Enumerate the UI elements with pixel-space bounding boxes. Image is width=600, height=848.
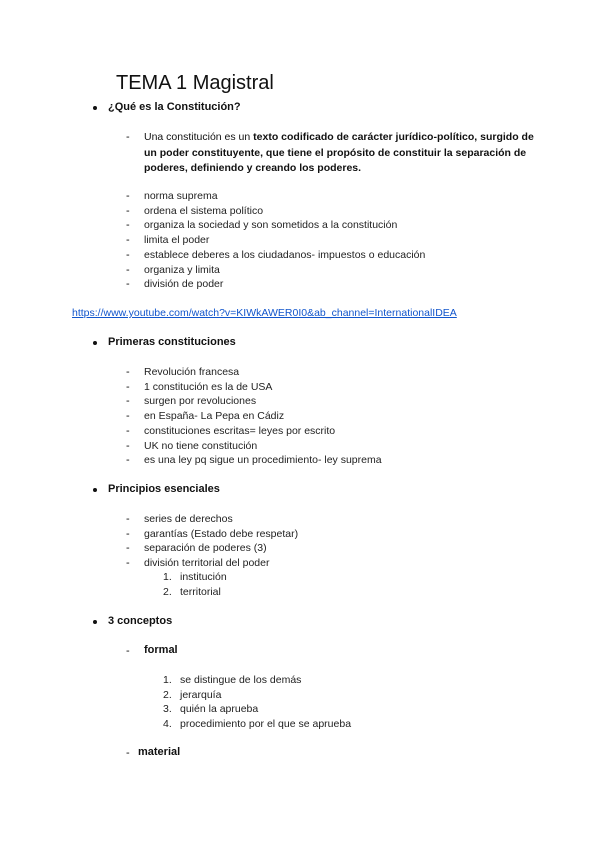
bullet-dot: [93, 620, 97, 624]
bullet-dot: [93, 341, 97, 345]
dash: -: [126, 219, 130, 232]
list-item: constituciones escritas= leyes por escrito: [144, 424, 336, 437]
list-item: surgen por revoluciones: [144, 395, 257, 408]
dash: -: [126, 278, 130, 291]
numbered-item: institución: [180, 571, 227, 583]
heading-primeras: Primeras constituciones: [108, 336, 236, 348]
heading-principios: Principios esenciales: [108, 483, 220, 495]
dash: -: [126, 747, 130, 759]
dash: -: [126, 542, 130, 555]
dash: -: [126, 439, 130, 452]
dash: -: [126, 131, 130, 143]
dash: -: [126, 204, 130, 217]
numbered-item: procedimiento por el que se aprueba: [180, 718, 352, 731]
dash: -: [126, 263, 130, 276]
numbered-item: jerarquía: [180, 688, 222, 701]
dash: -: [126, 645, 130, 657]
list-item: establece deberes a los ciudadanos- impuestos o educación: [144, 248, 426, 261]
dash: -: [126, 513, 130, 525]
dash: -: [126, 234, 130, 247]
list-item: organiza y limita: [144, 263, 220, 276]
list-item: división territorial del poder: [144, 557, 270, 570]
numbered-item: quién la aprueba: [180, 703, 259, 716]
dash: -: [126, 557, 130, 570]
youtube-link[interactable]: https://www.youtube.com/watch?v=KIWkAWER0I0&ab_channel=InternationalIDEA: [72, 307, 457, 319]
list-number: 1.: [163, 674, 172, 686]
numbered-item: se distingue de los demás: [180, 674, 302, 686]
dash: -: [126, 527, 130, 540]
numbered-item: territorial: [180, 585, 221, 598]
list-item: en España- La Pepa en Cádiz: [144, 410, 285, 423]
material-label: material: [138, 746, 181, 758]
formal-label: formal: [144, 644, 178, 656]
dash: -: [126, 454, 130, 467]
list-item: Revolución francesa: [144, 366, 240, 378]
dash: -: [126, 395, 130, 408]
list-number: 4.: [163, 718, 172, 731]
list-item: organiza la sociedad y son sometidos a la constitución: [144, 219, 398, 232]
list-number: 3.: [163, 703, 172, 716]
list-number: 2.: [163, 585, 172, 598]
dash: -: [126, 410, 130, 423]
dash: -: [126, 380, 130, 393]
list-number: 2.: [163, 688, 172, 701]
list-item: series de derechos: [144, 513, 233, 525]
dash: -: [126, 366, 130, 378]
list-item: división de poder: [144, 278, 224, 291]
list-item: norma suprema: [144, 190, 218, 202]
list-item: UK no tiene constitución: [144, 439, 258, 452]
heading-que-es: ¿Qué es la Constitución?: [108, 101, 241, 113]
list-item: 1 constitución es la de USA: [144, 380, 273, 393]
list-item: ordena el sistema político: [144, 204, 264, 217]
dash: -: [126, 424, 130, 437]
heading-3-conceptos: 3 conceptos: [108, 615, 173, 627]
list-item: limita el poder: [144, 234, 210, 247]
definition: [144, 130, 534, 177]
page-title: TEMA 1 Magistral: [116, 72, 274, 94]
bullet-dot: [93, 106, 97, 110]
list-item: es una ley pq sigue un procedimiento- ley suprema: [144, 454, 382, 467]
bullet-dot: [93, 488, 97, 492]
list-item: garantías (Estado debe respetar): [144, 527, 299, 540]
dash: -: [126, 248, 130, 261]
dash: -: [126, 190, 130, 202]
list-number: 1.: [163, 571, 172, 583]
definition-bold: texto codificado de carácter jurídico-político, surgido de un poder constituyente, que tiene el propósito de constituir la separación de poderes, definiendo y creando los poderes.: [144, 131, 534, 174]
list-item: separación de poderes (3): [144, 542, 267, 555]
definition-plain: Una constitución es un: [144, 131, 254, 143]
